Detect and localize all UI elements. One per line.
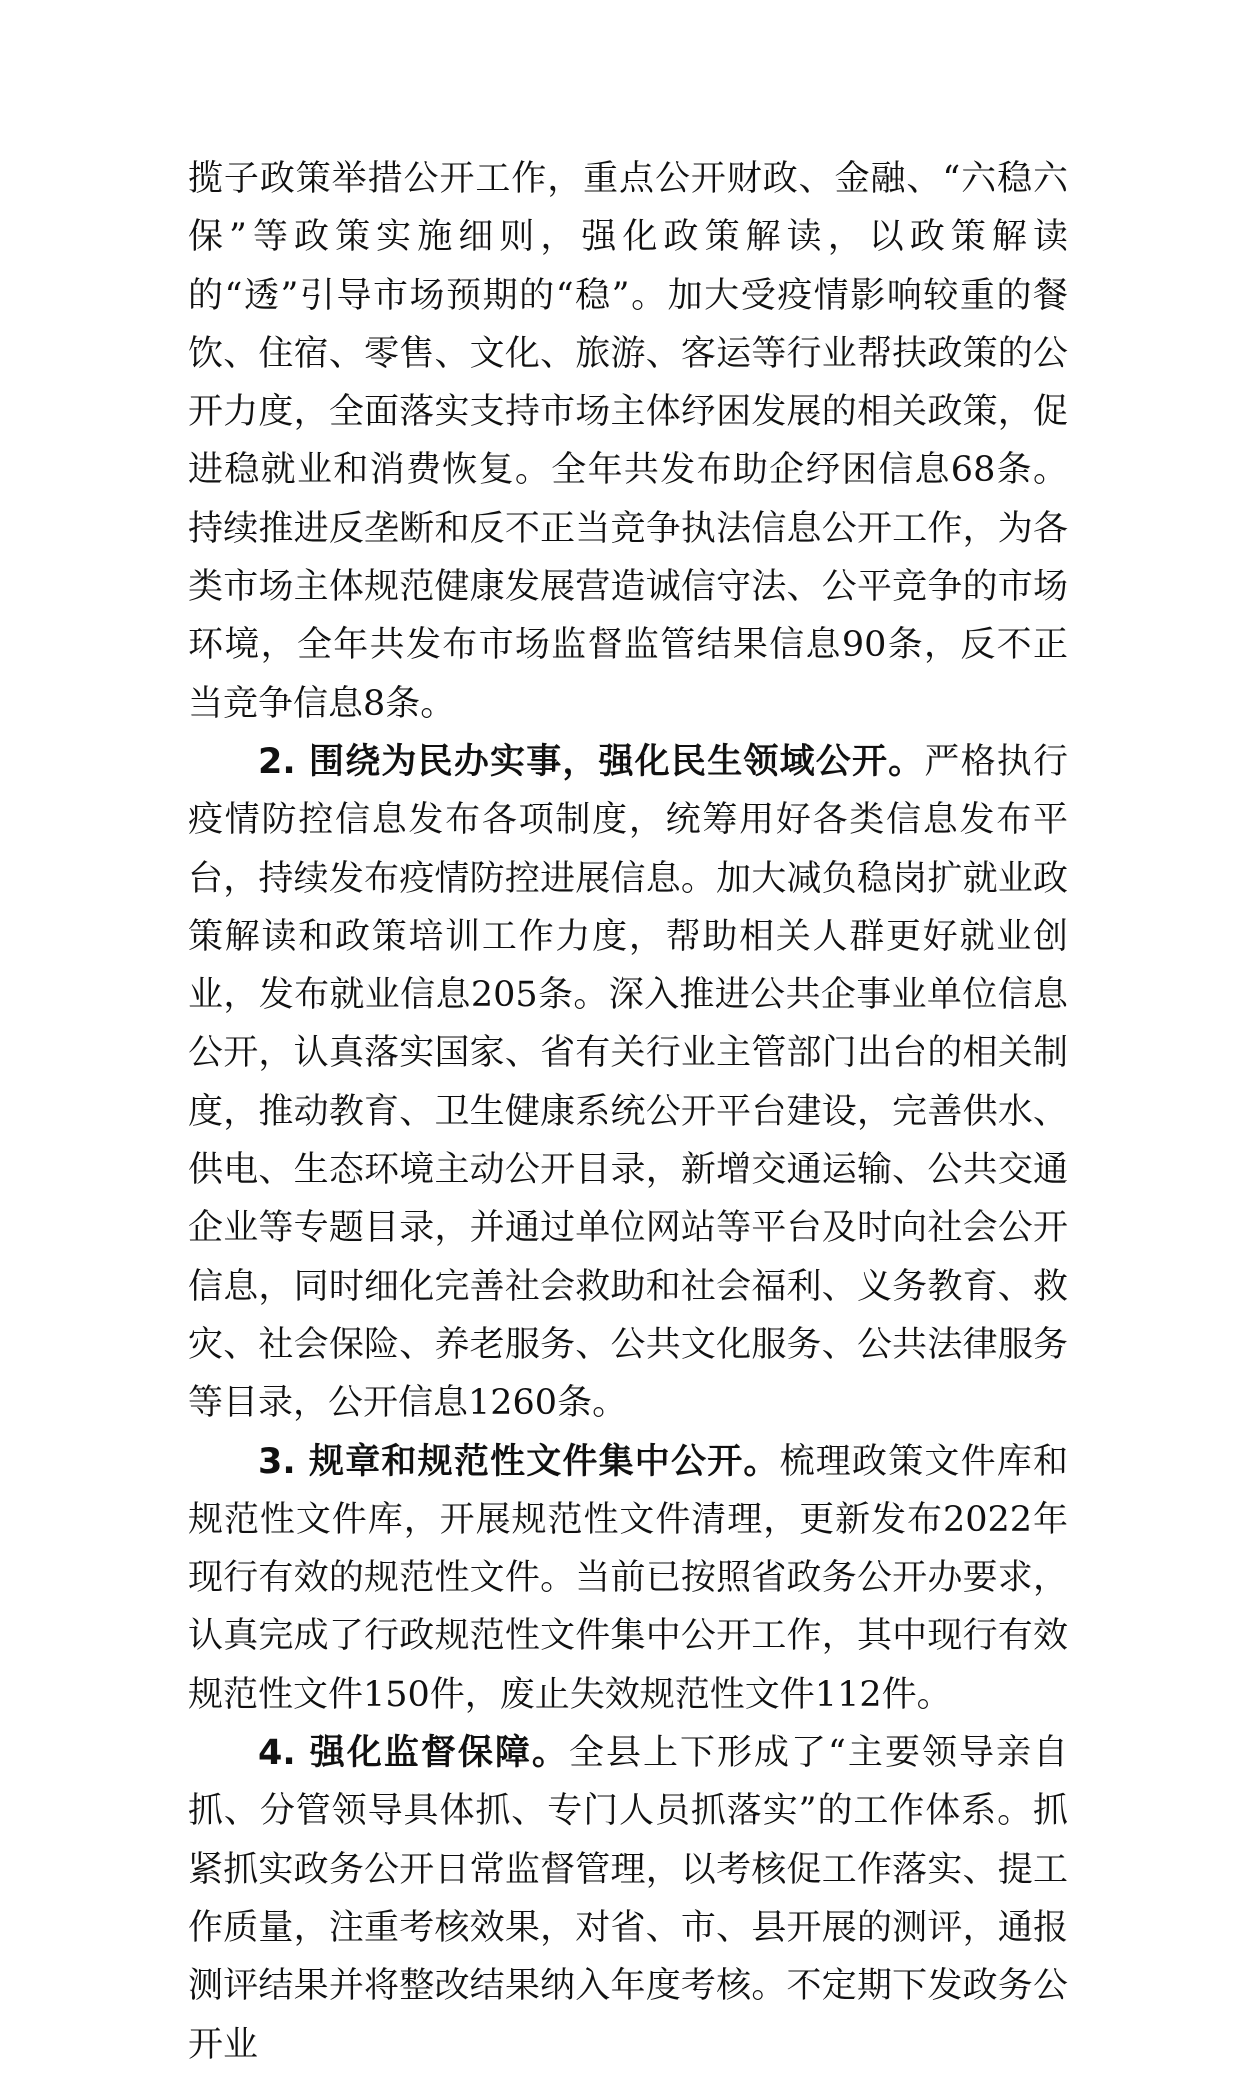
paragraph-body: 梳理政策文件库和规范性文件库，开展规范性文件清理，更新发布2022年现行有效的规范性文件。当前已按照省政务公开办要求，认真完成了行政规范性文件集中公开工作，其中现行有效规范性文件150件，废止失效规范性文件112件。 [188,1441,1068,1715]
paragraph-section-3 [188,1433,1068,1724]
document-page [188,150,1068,2074]
paragraph-section-4 [188,1724,1068,2074]
section-heading: 3. 规章和规范性文件集中公开。 [258,1441,780,1482]
paragraph-body: 严格执行疫情防控信息发布各项制度，统筹用好各类信息发布平台，持续发布疫情防控进展信息。加大减负稳岗扩就业政策解读和政策培训工作力度，帮助相关人群更好就业创业，发布就业信息205条。深入推进公共企事业单位信息公开，认真落实国家、省有关行业主管部门出台的相关制度，推动教育、卫生健康系统公开平台建设，完善供水、供电、生态环境主动公开目录，新增交通运输、公共交通企业等专题目录，并通过单位网站等平台及时向社会公开信息，同时细化完善社会救助和社会福利、义务教育、救灾、社会保险、养老服务、公共文化服务、公共法律服务等目录，公开信息1260条。 [188,741,1068,1424]
paragraph-body: 全县上下形成了“主要领导亲自抓、分管领导具体抓、专门人员抓落实”的工作体系。抓紧抓实政务公开日常监督管理，以考核促工作落实、提工作质量，注重考核效果，对省、市、县开展的测评，通报测评结果并将整改结果纳入年度考核。不定期下发政务公开业 [188,1733,1068,2065]
paragraph-continued [188,150,1068,733]
section-heading: 2. 围绕为民办实事，强化民生领域公开。 [258,741,925,782]
section-heading: 4. 强化监督保障。 [258,1733,569,1774]
paragraph-body: 揽子政策举措公开工作，重点公开财政、金融、“六稳六保”等政策实施细则，强化政策解读，以政策解读的“透”引导市场预期的“稳”。加大受疫情影响较重的餐饮、住宿、零售、文化、旅游、客运等行业帮扶政策的公开力度，全面落实支持市场主体纾困发展的相关政策，促进稳就业和消费恢复。全年共发布助企纾困信息68条。持续推进反垄断和反不正当竞争执法信息公开工作，为各类市场主体规范健康发展营造诚信守法、公平竞争的市场环境，全年共发布市场监督监管结果信息90条，反不正当竞争信息8条。 [188,159,1068,724]
paragraph-section-2 [188,733,1068,1433]
